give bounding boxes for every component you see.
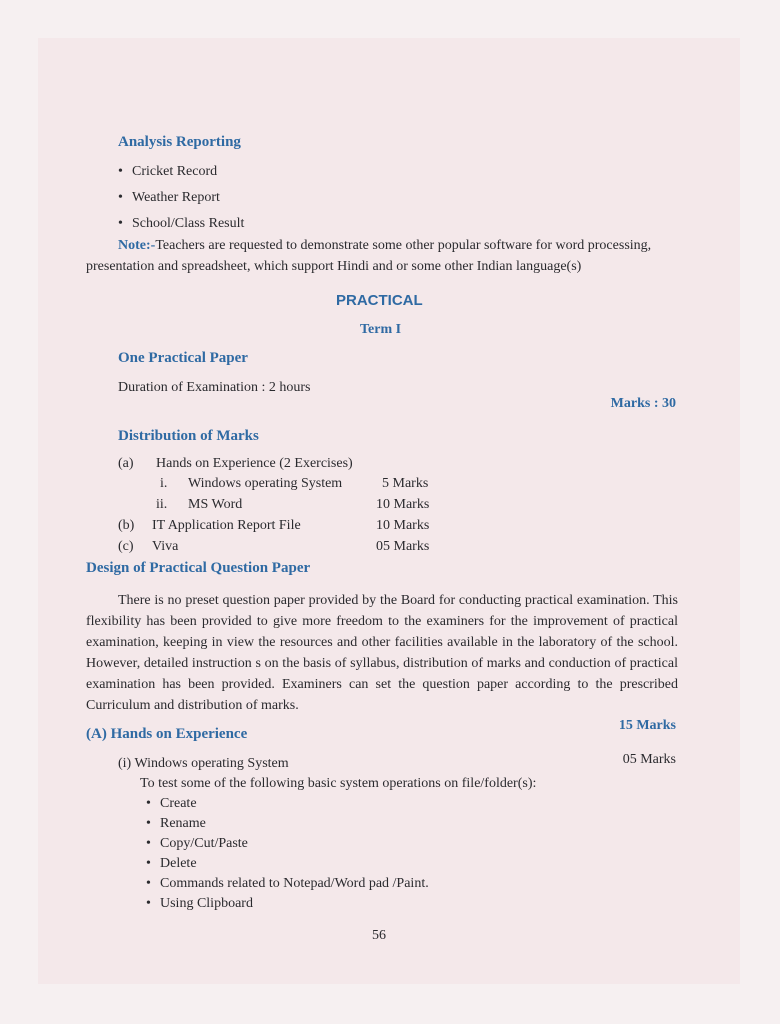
- windows-sub-marks: 05 Marks: [622, 752, 676, 767]
- sub-item-marks: 5 Marks: [382, 476, 429, 491]
- note-line-2: presentation and spreadsheet, which support Hindi and or some other Indian language(s): [86, 259, 582, 274]
- list-item: • Rename: [160, 816, 206, 832]
- sub-item-marks: 10 Marks: [376, 497, 430, 512]
- note-text-1: Teachers are requested to demonstrate some other popular software for word processing,: [155, 238, 652, 253]
- page-number: 56: [372, 928, 386, 943]
- list-item: • Using Clipboard: [160, 896, 253, 912]
- design-heading: Design of Practical Question Paper: [86, 560, 311, 576]
- distribution-heading: Distribution of Marks: [118, 428, 259, 444]
- item-c-label: (c): [118, 539, 134, 554]
- item-c-text: Viva: [152, 539, 179, 554]
- list-item: • Cricket Record: [132, 164, 217, 180]
- sub-item-num: ii.: [156, 497, 168, 512]
- design-paragraph: There is no preset question paper provided by the Board for conducting practical examination. This flexibility has been provided to give more freedom to the examiners for the improvement of practical examination, keeping in view the resources and other facilities available in the laboratory of the school. However, detailed instruction s on the basis of syllabus, distribution of marks and conduction of practical examination has been provided. Examiners can set the question paper according to the prescribed Curriculum and distribution of marks.: [86, 593, 678, 713]
- hands-on-heading: (A) Hands on Experience: [86, 726, 248, 742]
- analysis-heading: Analysis Reporting: [118, 134, 241, 150]
- note-label: Note:-: [118, 238, 156, 253]
- item-b-text: IT Application Report File: [152, 518, 301, 533]
- operations-intro: To test some of the following basic system operations on file/folder(s):: [140, 776, 537, 791]
- item-b-label: (b): [118, 518, 135, 533]
- note-line-1: [118, 238, 651, 254]
- sub-item-text: Windows operating System: [188, 476, 343, 491]
- windows-sub-label: (i) Windows operating System: [118, 756, 289, 771]
- item-b-marks: 10 Marks: [376, 518, 430, 533]
- item-c-marks: 05 Marks: [376, 539, 430, 554]
- item-a-label: (a): [118, 456, 134, 471]
- list-item: • Commands related to Notepad/Word pad /Paint.: [160, 876, 429, 892]
- list-item: • School/Class Result: [132, 216, 244, 232]
- practical-title: PRACTICAL: [336, 292, 423, 309]
- sub-item-text: MS Word: [188, 497, 243, 512]
- list-item: • Create: [160, 796, 197, 812]
- duration-text: Duration of Examination : 2 hours: [118, 380, 311, 395]
- sub-item-num: i.: [160, 476, 168, 491]
- hands-on-marks: 15 Marks: [618, 718, 676, 733]
- document-page: [38, 38, 740, 984]
- term-heading: Term I: [360, 322, 402, 337]
- total-marks: Marks : 30: [610, 396, 676, 411]
- list-item: • Copy/Cut/Paste: [160, 836, 248, 852]
- practical-paper-heading: One Practical Paper: [118, 350, 248, 366]
- list-item: • Weather Report: [132, 190, 220, 206]
- item-a-text: Hands on Experience (2 Exercises): [156, 456, 353, 471]
- list-item: • Delete: [160, 856, 197, 872]
